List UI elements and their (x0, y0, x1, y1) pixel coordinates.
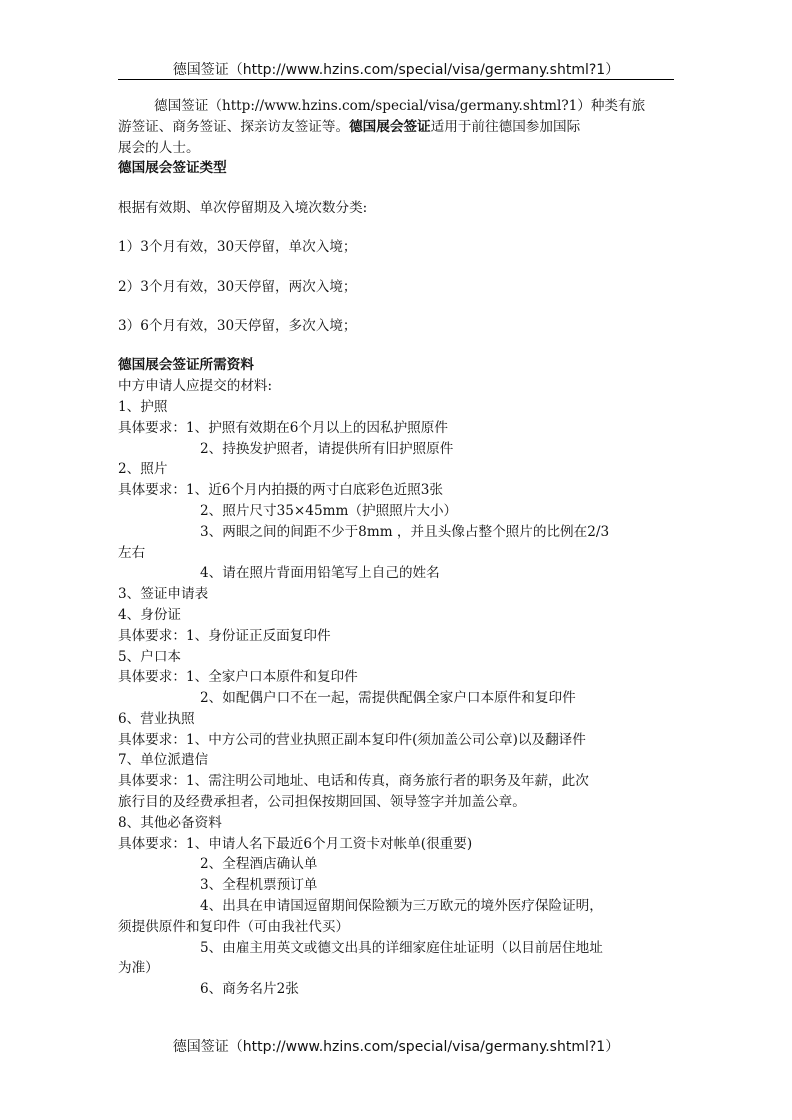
doc-section-title: 1、护照 (118, 398, 168, 415)
doc-requirement: 2、照片尺寸35×45mm（护照照片大小） (200, 502, 458, 519)
doc-requirement: 5、由雇主用英文或德文出具的详细家庭住址证明（以目前居住地址 (200, 939, 603, 956)
intro-line: 德国签证（http://www.hzins.com/special/visa/germany.shtml?1）种类有旅 (154, 98, 646, 114)
doc-requirement: 4、出具在申请国逗留期间保险额为三万欧元的境外医疗保险证明， (200, 898, 603, 915)
document-body (118, 96, 674, 1000)
intro-text: 适用于前往德国参加国际 (430, 118, 581, 135)
doc-requirement: 旅行目的及经费承担者，公司担保按期回国、领导签字并加盖公章。 (118, 794, 526, 811)
header-rule (118, 79, 674, 80)
type-item: 3）6个月有效，30天停留，多次入境； (118, 317, 357, 334)
doc-requirement: 具体要求：1、护照有效期在6个月以上的因私护照原件 (118, 419, 448, 436)
doc-requirement: 2、全程酒店确认单 (200, 856, 318, 873)
doc-requirement: 2、如配偶户口不在一起，需提供配偶全家户口本原件和复印件 (200, 690, 576, 707)
doc-requirement: 具体要求：1、需注明公司地址、电话和传真，商务旅行者的职务及年薪，此次 (118, 773, 589, 790)
doc-requirement: 6、商务名片2张 (200, 981, 299, 998)
section-heading-types: 德国展会签证类型 (118, 160, 227, 177)
doc-section-title: 7、单位派遣信 (118, 752, 209, 769)
doc-section-title: 4、身份证 (118, 606, 182, 623)
doc-requirement: 3、全程机票预订单 (200, 877, 318, 894)
doc-requirement: 具体要求：1、近6个月内拍摄的两寸白底彩色近照3张 (118, 482, 444, 499)
intro-line: 展会的人士。 (118, 139, 200, 156)
docs-intro: 中方申请人应提交的材料: (118, 378, 273, 395)
doc-section-title: 5、户口本 (118, 648, 182, 665)
doc-requirement: 为准） (118, 960, 159, 977)
page-header: 德国签证（http://www.hzins.com/special/visa/germany.shtml?1） (172, 62, 620, 78)
doc-requirement: 3、两眼之间的间距不少于8mm ，并且头像占整个照片的比例在2/3 (200, 523, 610, 540)
page-footer: 德国签证（http://www.hzins.com/special/visa/germany.shtml?1） (172, 1039, 620, 1055)
section-heading-docs: 德国展会签证所需资料 (118, 357, 254, 374)
doc-section-title: 8、其他必备资料 (118, 814, 222, 831)
doc-requirement: 具体要求：1、申请人名下最近6个月工资卡对帐单(很重要) (118, 835, 473, 852)
doc-requirement: 具体要求：1、全家户口本原件和复印件 (118, 669, 358, 686)
doc-requirement: 须提供原件和复印件（可由我社代买） (118, 918, 350, 935)
doc-requirement: 2、持换发护照者，请提供所有旧护照原件 (200, 440, 454, 457)
doc-requirement: 具体要求：1、身份证正反面复印件 (118, 627, 331, 644)
intro-text: 游签证、商务签证、探亲访友签证等。 (118, 118, 350, 135)
doc-section-title: 2、照片 (118, 461, 168, 478)
doc-requirement: 具体要求：1、中方公司的营业执照正副本复印件(须加盖公司公章)以及翻译件 (118, 731, 586, 748)
doc-requirement: 左右 (118, 544, 146, 561)
type-item: 1）3个月有效，30天停留，单次入境； (118, 239, 357, 256)
types-description: 根据有效期、单次停留期及入境次数分类: (118, 199, 368, 216)
doc-requirement: 4、请在照片背面用铅笔写上自己的姓名 (200, 565, 440, 582)
type-item: 2）3个月有效，30天停留，两次入境； (118, 278, 357, 295)
intro-line (118, 117, 674, 138)
doc-section-title: 6、营业执照 (118, 710, 195, 727)
doc-section-title: 3、签证申请表 (118, 586, 209, 603)
intro-bold-text: 德国展会签证 (349, 118, 431, 135)
